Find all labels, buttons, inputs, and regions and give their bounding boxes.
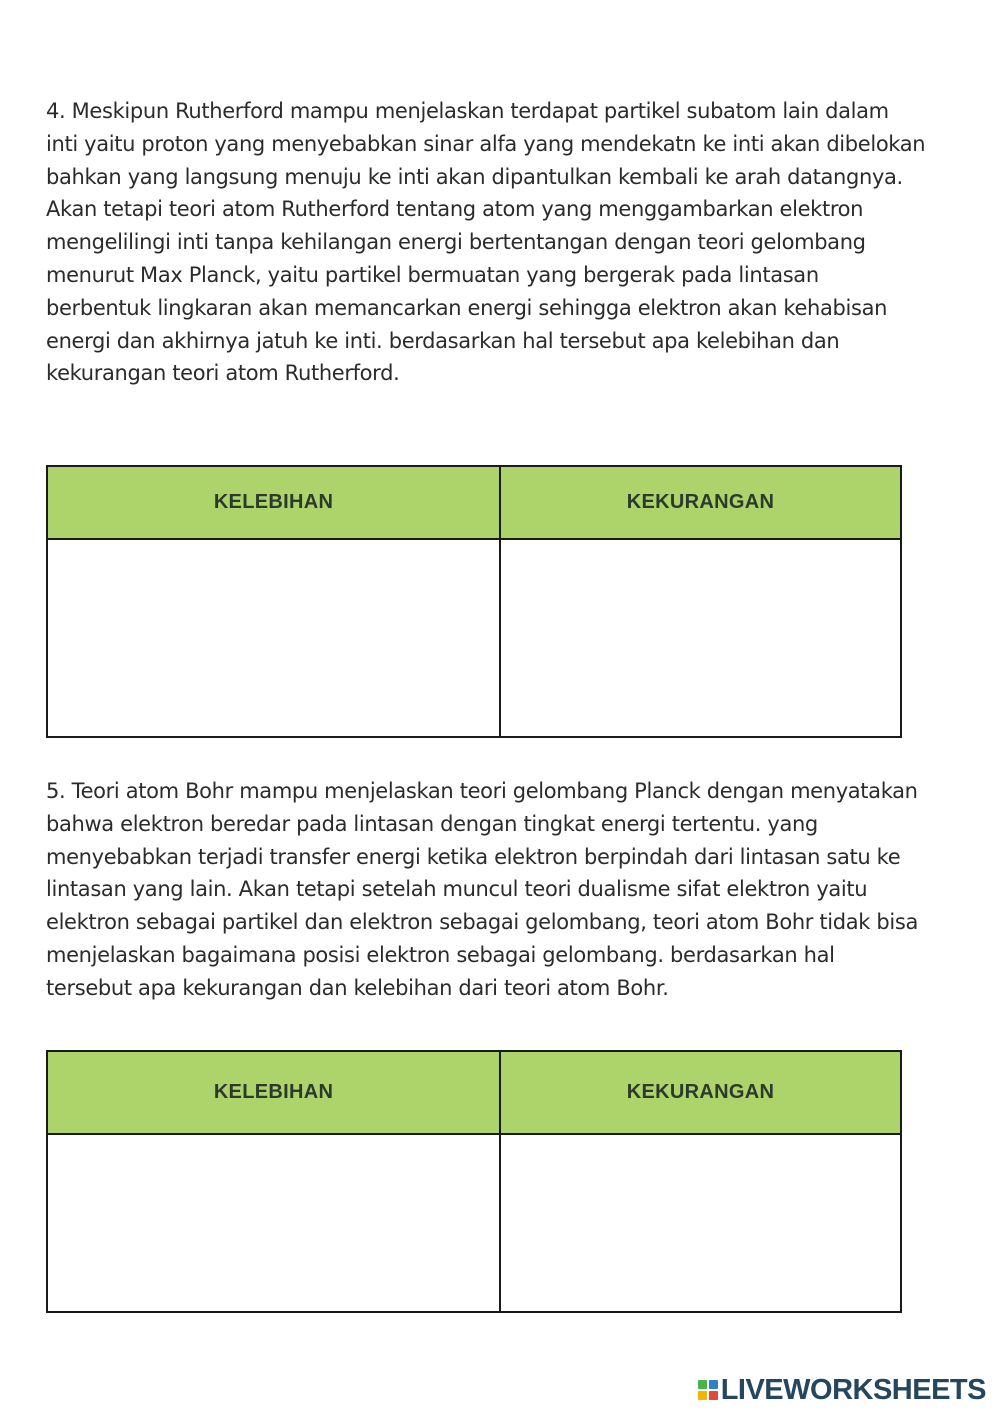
kekurangan-header: KEKURANGAN — [500, 1051, 901, 1134]
table-answer-row — [47, 1134, 901, 1312]
kelebihan-header: KELEBIHAN — [47, 466, 500, 539]
question-5-text: 5. Teori atom Bohr mampu menjelaskan teori gelombang Planck dengan menyatakan bahwa elektron beredar pada lintasan dengan tingkat energi tertentu. yang menyebabkan terjadi transfer energi ketika elektron berpindah dari lintasan satu ke lintasan yang lain. Akan tetapi setelah muncul teori dualisme sifat elektron yaitu elektron sebagai partikel dan elektron sebagai gelombang, teori atom Bohr tidak bisa menjelaskan bagaimana posisi elektron sebagai gelombang. berdasarkan hal tersebut apa kekurangan dan kelebihan dari teori atom Bohr. — [46, 779, 918, 1000]
kekurangan-header: KEKURANGAN — [500, 466, 901, 539]
kekurangan-answer-field[interactable] — [500, 1134, 901, 1312]
question-4-answer-table — [46, 465, 902, 738]
liveworksheets-logo-icon — [698, 1380, 718, 1400]
kekurangan-answer-field[interactable] — [500, 539, 901, 737]
table-answer-row — [47, 539, 901, 737]
table-header-row — [47, 466, 901, 539]
question-4-text: 4. Meskipun Rutherford mampu menjelaskan terdapat partikel subatom lain dalam inti yaitu proton yang menyebabkan sinar alfa yang mendekatn ke inti akan dibelokan bahkan yang langsung menuju ke inti akan dipantulkan kembali ke arah datangnya. Akan tetapi teori atom Rutherford tentang atom yang menggambarkan elektron mengelilingi inti tanpa kehilangan energi bertentangan dengan teori gelombang menurut Max Planck, yaitu partikel bermuatan yang bergerak pada lintasan berbentuk lingkaran akan memancarkan energi sehingga elektron akan kehabisan energi dan akhirnya jatuh ke inti. berdasarkan hal tersebut apa kelebihan dan kekurangan teori atom Rutherford. — [46, 99, 926, 386]
liveworksheets-logo-text: LIVEWORKSHEETS — [720, 1373, 986, 1406]
kelebihan-header: KELEBIHAN — [47, 1051, 500, 1134]
question-5-answer-table — [46, 1050, 902, 1313]
liveworksheets-logo — [698, 1372, 986, 1408]
table-header-row — [47, 1051, 901, 1134]
kelebihan-answer-field[interactable] — [47, 1134, 500, 1312]
kelebihan-answer-field[interactable] — [47, 539, 500, 737]
